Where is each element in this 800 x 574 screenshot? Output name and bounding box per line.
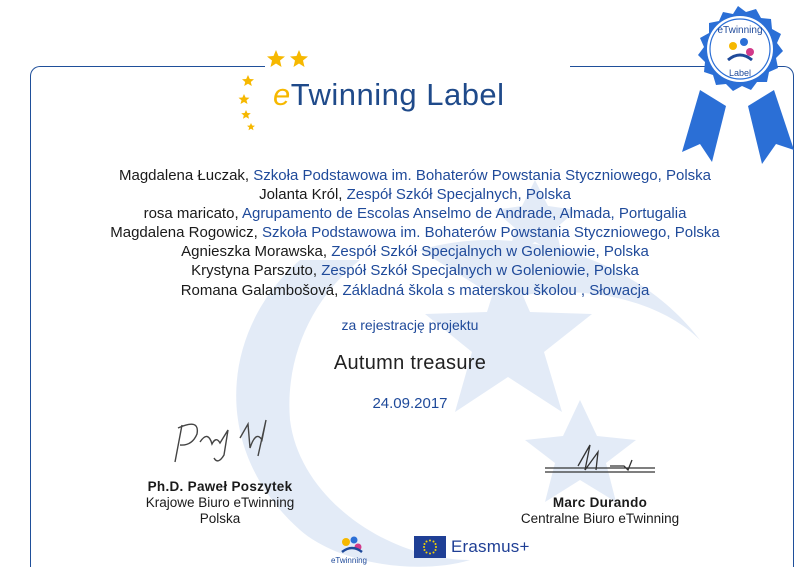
participant-school: Zespół Szkół Specjalnych w Goleniowie, Polska — [331, 243, 649, 261]
signatory-name: Marc Durando — [552, 495, 648, 510]
project-title: Autumn treasure — [333, 352, 487, 374]
participant-row: Krystyna Parszuto, Zespół Szkół Specjalnych w Goleniowie, Polska — [191, 262, 639, 280]
signatory-name: Ph.D. Paweł Poszytek — [147, 479, 293, 494]
participant-row: rosa maricato, Agrupamento de Escolas Anselmo de Andrade, Almada, Portugalia — [143, 205, 687, 223]
logo-title: Twinning Label — [290, 77, 505, 112]
participant-school: Zespół Szkół Specjalnych, Polska — [346, 186, 571, 204]
project-intro-text: za rejestrację projektu — [341, 317, 479, 333]
participant-name: rosa maricato — [143, 205, 235, 223]
project-date: 24.09.2017 — [372, 395, 448, 412]
participant-name: Jolanta Król — [259, 186, 339, 204]
participant-row: Jolanta Król, Zespół Szkół Specjalnych, Polska — [259, 186, 571, 204]
signatory-country: Polska — [199, 511, 241, 526]
participant-school: Szkoła Podstawowa im. Bohaterów Powstania Styczniowego, Polska — [253, 167, 711, 184]
logo-prefix: e — [273, 77, 291, 112]
rosette-top-text: eTwinning — [717, 25, 763, 36]
footer-etwinning-text: eTwinning — [330, 556, 368, 565]
signatory-national — [120, 479, 320, 527]
etwinning-small-logo — [314, 532, 384, 566]
participant-name: Magdalena Rogowicz — [110, 224, 254, 242]
participant-name: Romana Galambošová — [180, 281, 335, 299]
eu-flag-icon — [414, 536, 446, 558]
signatory-central — [500, 495, 700, 527]
erasmus-text: Erasmus+ — [451, 537, 530, 556]
rosette-bottom-text: Label — [728, 68, 752, 78]
participant-row: Magdalena Łuczak, Szkoła Podstawowa im. Bohaterów Powstania Styczniowego, Polska — [119, 167, 711, 184]
participant-row: Romana Galambošová, Základná škola s materskou školou , Słowacja — [180, 281, 650, 299]
participant-school: Szkoła Podstawowa im. Bohaterów Powstania Styczniowego, Polska — [262, 224, 720, 242]
erasmus-plus-logo — [414, 535, 530, 559]
participant-school: Základná škola s materskou školou , Słowacja — [342, 281, 650, 299]
participant-row: Agnieszka Morawska, Zespół Szkół Specjalnych w Goleniowie, Polska — [181, 243, 649, 261]
participant-school: Agrupamento de Escolas Anselmo de Andrade, Almada, Portugalia — [241, 205, 687, 223]
participant-name: Agnieszka Morawska — [181, 243, 323, 261]
participant-row: Magdalena Rogowicz, Szkoła Podstawowa im. Bohaterów Powstania Styczniowego, Polska — [110, 224, 720, 242]
participant-name: Krystyna Parszuto — [191, 262, 313, 280]
signatory-org: Krajowe Biuro eTwinning — [145, 495, 295, 510]
participant-school: Zespół Szkół Specjalnych w Goleniowie, Polska — [321, 262, 639, 280]
participant-name: Magdalena Łuczak — [119, 167, 245, 184]
signatory-org: Centralne Biuro eTwinning — [520, 511, 680, 526]
